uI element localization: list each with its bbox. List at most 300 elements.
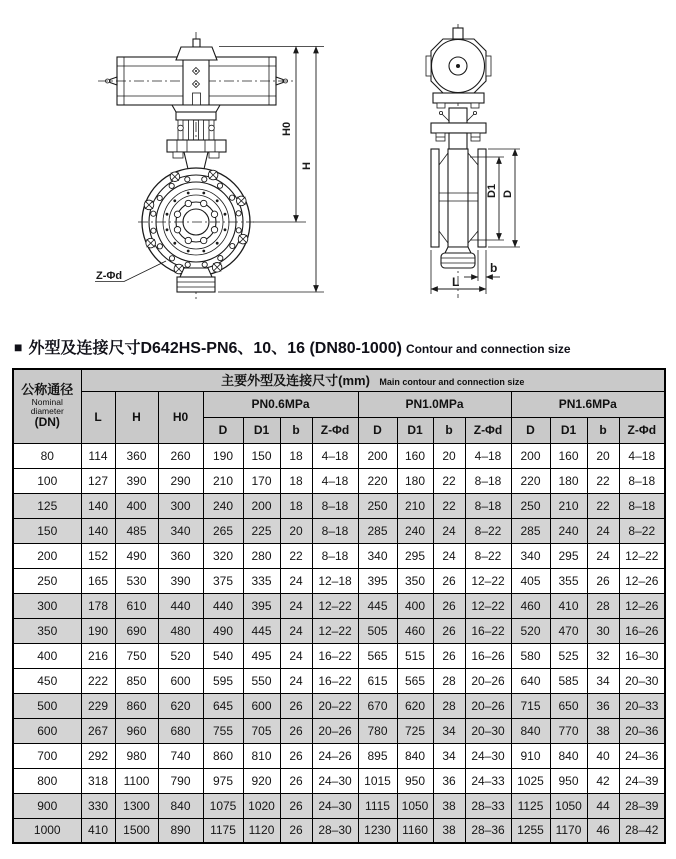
cell-value: 26 (280, 818, 312, 843)
cell-value: 405 (511, 568, 550, 593)
cell-value: 1050 (550, 793, 587, 818)
cell-dn: 400 (13, 643, 81, 668)
cell-value: 480 (158, 618, 203, 643)
dim-label-l: L (452, 275, 460, 289)
cell-value: 24–26 (312, 743, 358, 768)
cell-value: 28–33 (465, 793, 511, 818)
cell-dn: 900 (13, 793, 81, 818)
table-row (13, 443, 665, 468)
cell-value: 20–26 (465, 693, 511, 718)
cell-dn: 125 (13, 493, 81, 518)
header-pn16-d: D (511, 417, 550, 443)
dimensions-table-body (13, 443, 665, 843)
dimensions-table (12, 368, 666, 844)
cell-value: 220 (358, 468, 397, 493)
cell-value: 34 (433, 718, 465, 743)
cell-value: 152 (81, 543, 115, 568)
cell-value: 12–22 (619, 543, 665, 568)
cell-value: 4–18 (465, 443, 511, 468)
cell-value: 490 (115, 543, 158, 568)
cell-value: 20–30 (465, 718, 511, 743)
cell-value: 8–22 (465, 518, 511, 543)
cell-value: 485 (115, 518, 158, 543)
cell-value: 8–18 (465, 468, 511, 493)
table-row (13, 643, 665, 668)
dim-label-h: H (301, 162, 313, 170)
cell-value: 290 (158, 468, 203, 493)
header-col-l: L (81, 391, 115, 443)
header-pn16-zd: Z-Φd (619, 417, 665, 443)
cell-value: 395 (243, 593, 280, 618)
cell-value: 18 (280, 443, 312, 468)
dim-label-z-phi-d: Z-Φd (96, 270, 123, 282)
cell-value: 20–26 (312, 718, 358, 743)
cell-value: 210 (550, 493, 587, 518)
cell-value: 28–39 (619, 793, 665, 818)
cell-value: 8–18 (312, 518, 358, 543)
cell-value: 1160 (397, 818, 433, 843)
cell-value: 950 (397, 768, 433, 793)
cell-value: 260 (158, 443, 203, 468)
cell-dn: 150 (13, 518, 81, 543)
cell-value: 26 (433, 593, 465, 618)
cell-value: 24–30 (312, 768, 358, 793)
cell-value: 4–18 (619, 443, 665, 468)
cell-value: 680 (158, 718, 203, 743)
cell-value: 515 (397, 643, 433, 668)
cell-value: 28 (433, 668, 465, 693)
cell-value: 12–26 (619, 593, 665, 618)
cell-value: 320 (203, 543, 243, 568)
cell-value: 22 (433, 468, 465, 493)
valve-technical-drawing (0, 0, 676, 332)
cell-value: 220 (511, 468, 550, 493)
header-pn16-b: b (587, 417, 619, 443)
cell-value: 490 (203, 618, 243, 643)
header-pn10-d1: D1 (397, 417, 433, 443)
table-row (13, 493, 665, 518)
cell-value: 210 (397, 493, 433, 518)
cell-value: 250 (511, 493, 550, 518)
cell-value: 26 (587, 568, 619, 593)
cell-value: 114 (81, 443, 115, 468)
cell-value: 44 (587, 793, 619, 818)
header-main-dimensions (81, 369, 665, 391)
cell-value: 520 (511, 618, 550, 643)
dim-label-d1: D1 (486, 183, 498, 198)
cell-value: 440 (158, 593, 203, 618)
cell-value: 140 (81, 518, 115, 543)
cell-value: 24 (433, 518, 465, 543)
dim-label-h0: H0 (281, 121, 293, 136)
cell-value: 20–30 (619, 668, 665, 693)
cell-value: 200 (358, 443, 397, 468)
cell-value: 16–22 (312, 643, 358, 668)
cell-value: 8–18 (465, 493, 511, 518)
header-pn10-zd: Z-Φd (465, 417, 511, 443)
cell-value: 335 (243, 568, 280, 593)
cell-value: 1300 (115, 793, 158, 818)
cell-value: 390 (158, 568, 203, 593)
cell-value: 495 (243, 643, 280, 668)
cell-value: 620 (397, 693, 433, 718)
cell-value: 24 (280, 593, 312, 618)
table-row (13, 718, 665, 743)
cell-value: 229 (81, 693, 115, 718)
cell-value: 350 (397, 568, 433, 593)
cell-value: 525 (550, 643, 587, 668)
cell-value: 360 (115, 443, 158, 468)
cell-value: 330 (81, 793, 115, 818)
cell-value: 530 (115, 568, 158, 593)
cell-value: 12–22 (312, 618, 358, 643)
table-row (13, 593, 665, 618)
cell-value: 16–30 (619, 643, 665, 668)
cell-value: 470 (550, 618, 587, 643)
cell-value: 1125 (511, 793, 550, 818)
cell-value: 580 (511, 643, 550, 668)
cell-value: 705 (243, 718, 280, 743)
cell-value: 28 (433, 693, 465, 718)
cell-value: 840 (550, 743, 587, 768)
header-pn06-zd: Z-Φd (312, 417, 358, 443)
cell-value: 1020 (243, 793, 280, 818)
cell-value: 20–22 (312, 693, 358, 718)
cell-value: 20–33 (619, 693, 665, 718)
table-row (13, 793, 665, 818)
dim-label-d: D (502, 190, 514, 198)
cell-value: 165 (81, 568, 115, 593)
table-row (13, 468, 665, 493)
cell-value: 26 (433, 568, 465, 593)
cell-dn: 100 (13, 468, 81, 493)
cell-value: 18 (280, 493, 312, 518)
cell-value: 26 (433, 643, 465, 668)
table-row (13, 818, 665, 843)
cell-dn: 80 (13, 443, 81, 468)
cell-value: 180 (397, 468, 433, 493)
cell-value: 36 (433, 768, 465, 793)
cell-value: 790 (158, 768, 203, 793)
cell-value: 34 (587, 668, 619, 693)
table-row (13, 543, 665, 568)
cell-value: 26 (280, 793, 312, 818)
cell-value: 715 (511, 693, 550, 718)
header-nominal-diameter (13, 369, 81, 443)
cell-value: 950 (550, 768, 587, 793)
cell-value: 240 (550, 518, 587, 543)
cell-value: 645 (203, 693, 243, 718)
cell-value: 285 (358, 518, 397, 543)
cell-value: 18 (280, 468, 312, 493)
cell-value: 540 (203, 643, 243, 668)
cell-value: 1050 (397, 793, 433, 818)
cell-value: 650 (550, 693, 587, 718)
cell-dn: 600 (13, 718, 81, 743)
cell-value: 22 (587, 493, 619, 518)
cell-value: 565 (397, 668, 433, 693)
cell-value: 190 (203, 443, 243, 468)
cell-value: 42 (587, 768, 619, 793)
header-pn06-b: b (280, 417, 312, 443)
cell-value: 240 (203, 493, 243, 518)
cell-value: 26 (433, 618, 465, 643)
header-pn10-b: b (433, 417, 465, 443)
cell-dn: 1000 (13, 818, 81, 843)
cell-dn: 800 (13, 768, 81, 793)
cell-value: 140 (81, 493, 115, 518)
cell-value: 8–18 (619, 468, 665, 493)
header-pn16-d1: D1 (550, 417, 587, 443)
cell-value: 12–22 (465, 593, 511, 618)
cell-value: 250 (358, 493, 397, 518)
cell-value: 267 (81, 718, 115, 743)
cell-value: 1175 (203, 818, 243, 843)
cell-value: 38 (433, 793, 465, 818)
cell-value: 1115 (358, 793, 397, 818)
cell-value: 620 (158, 693, 203, 718)
cell-value: 265 (203, 518, 243, 543)
cell-value: 1255 (511, 818, 550, 843)
cell-value: 355 (550, 568, 587, 593)
cell-value: 360 (158, 543, 203, 568)
cell-value: 22 (280, 543, 312, 568)
table-row (13, 768, 665, 793)
cell-value: 395 (358, 568, 397, 593)
cell-value: 8–22 (619, 518, 665, 543)
title-english: Contour and connection size (405, 342, 571, 356)
front-view-drawing (95, 32, 324, 300)
header-dn-english: Nominal diameter (30, 396, 64, 416)
cell-value: 840 (158, 793, 203, 818)
section-title (14, 335, 571, 358)
cell-value: 340 (511, 543, 550, 568)
cell-value: 24–30 (312, 793, 358, 818)
title-bullet-icon: ■ (14, 339, 23, 355)
cell-value: 28–30 (312, 818, 358, 843)
cell-value: 460 (397, 618, 433, 643)
table-row (13, 618, 665, 643)
header-dn-unit: (DN) (34, 415, 60, 430)
header-main-chinese: 主要外型及连接尺寸(mm) (221, 373, 370, 389)
cell-dn: 700 (13, 743, 81, 768)
cell-dn: 200 (13, 543, 81, 568)
cell-value: 295 (397, 543, 433, 568)
cell-value: 22 (433, 493, 465, 518)
header-group-pn16: PN1.6MPa (511, 391, 665, 417)
cell-value: 292 (81, 743, 115, 768)
cell-value: 28–42 (619, 818, 665, 843)
cell-value: 16–22 (312, 668, 358, 693)
cell-value: 565 (358, 643, 397, 668)
cell-value: 740 (158, 743, 203, 768)
cell-value: 340 (158, 518, 203, 543)
cell-value: 16–26 (465, 643, 511, 668)
cell-value: 200 (511, 443, 550, 468)
cell-value: 505 (358, 618, 397, 643)
cell-value: 12–18 (312, 568, 358, 593)
cell-value: 725 (397, 718, 433, 743)
cell-value: 26 (280, 693, 312, 718)
header-pn06-d1: D1 (243, 417, 280, 443)
cell-value: 216 (81, 643, 115, 668)
cell-value: 40 (587, 743, 619, 768)
cell-dn: 450 (13, 668, 81, 693)
cell-value: 22 (587, 468, 619, 493)
cell-value: 24 (587, 518, 619, 543)
cell-value: 38 (433, 818, 465, 843)
cell-value: 400 (397, 593, 433, 618)
cell-value: 8–18 (619, 493, 665, 518)
cell-value: 20 (433, 443, 465, 468)
cell-value: 20–36 (619, 718, 665, 743)
cell-value: 20–26 (465, 668, 511, 693)
cell-dn: 500 (13, 693, 81, 718)
table-row (13, 518, 665, 543)
cell-value: 1230 (358, 818, 397, 843)
cell-value: 550 (243, 668, 280, 693)
cell-value: 840 (397, 743, 433, 768)
header-pn06-d: D (203, 417, 243, 443)
cell-value: 615 (358, 668, 397, 693)
cell-value: 520 (158, 643, 203, 668)
cell-value: 16–22 (465, 618, 511, 643)
cell-value: 32 (587, 643, 619, 668)
cell-value: 610 (115, 593, 158, 618)
cell-value: 600 (243, 693, 280, 718)
cell-value: 30 (587, 618, 619, 643)
cell-value: 445 (358, 593, 397, 618)
cell-value: 12–22 (465, 568, 511, 593)
cell-value: 850 (115, 668, 158, 693)
cell-value: 780 (358, 718, 397, 743)
cell-dn: 300 (13, 593, 81, 618)
cell-value: 24–36 (619, 743, 665, 768)
cell-value: 26 (280, 768, 312, 793)
table-row (13, 568, 665, 593)
cell-dn: 250 (13, 568, 81, 593)
cell-value: 595 (203, 668, 243, 693)
cell-value: 24 (280, 618, 312, 643)
cell-value: 28–36 (465, 818, 511, 843)
cell-value: 375 (203, 568, 243, 593)
cell-value: 34 (433, 743, 465, 768)
cell-value: 180 (550, 468, 587, 493)
cell-value: 8–22 (465, 543, 511, 568)
cell-value: 24 (433, 543, 465, 568)
cell-value: 750 (115, 643, 158, 668)
cell-value: 1075 (203, 793, 243, 818)
cell-value: 8–18 (312, 493, 358, 518)
cell-value: 24 (280, 568, 312, 593)
cell-value: 36 (587, 693, 619, 718)
cell-value: 38 (587, 718, 619, 743)
cell-value: 410 (81, 818, 115, 843)
cell-value: 280 (243, 543, 280, 568)
cell-value: 24 (587, 543, 619, 568)
cell-value: 440 (203, 593, 243, 618)
table-row (13, 668, 665, 693)
cell-value: 12–22 (312, 593, 358, 618)
cell-value: 285 (511, 518, 550, 543)
cell-value: 26 (280, 718, 312, 743)
side-view-drawing (426, 24, 520, 298)
cell-dn: 350 (13, 618, 81, 643)
cell-value: 410 (550, 593, 587, 618)
cell-value: 24–39 (619, 768, 665, 793)
cell-value: 1170 (550, 818, 587, 843)
cell-value: 150 (243, 443, 280, 468)
cell-value: 670 (358, 693, 397, 718)
dim-label-b: b (490, 261, 498, 275)
cell-value: 920 (243, 768, 280, 793)
cell-value: 24 (280, 668, 312, 693)
header-main-english: Main contour and connection size (379, 377, 525, 388)
header-pn10-d: D (358, 417, 397, 443)
cell-value: 1500 (115, 818, 158, 843)
title-chinese: 外型及连接尺寸D642HS-PN6、10、16 (DN80-1000) (28, 340, 402, 357)
cell-value: 200 (243, 493, 280, 518)
cell-value: 20 (587, 443, 619, 468)
cell-value: 46 (587, 818, 619, 843)
cell-value: 160 (397, 443, 433, 468)
cell-value: 160 (550, 443, 587, 468)
dimensions-table-container (12, 368, 666, 844)
cell-value: 585 (550, 668, 587, 693)
header-col-h: H (115, 391, 158, 443)
cell-value: 755 (203, 718, 243, 743)
cell-value: 28 (587, 593, 619, 618)
table-row (13, 693, 665, 718)
cell-value: 318 (81, 768, 115, 793)
cell-value: 980 (115, 743, 158, 768)
cell-value: 225 (243, 518, 280, 543)
cell-value: 840 (511, 718, 550, 743)
cell-value: 400 (115, 493, 158, 518)
cell-value: 178 (81, 593, 115, 618)
cell-value: 8–18 (312, 543, 358, 568)
cell-value: 640 (511, 668, 550, 693)
cell-value: 1100 (115, 768, 158, 793)
cell-value: 170 (243, 468, 280, 493)
cell-value: 210 (203, 468, 243, 493)
header-group-pn06: PN0.6MPa (203, 391, 358, 417)
cell-value: 960 (115, 718, 158, 743)
cell-value: 24 (280, 643, 312, 668)
cell-value: 295 (550, 543, 587, 568)
cell-value: 1025 (511, 768, 550, 793)
cell-value: 860 (203, 743, 243, 768)
cell-value: 24–30 (465, 743, 511, 768)
cell-value: 860 (115, 693, 158, 718)
cell-value: 20 (280, 518, 312, 543)
cell-value: 127 (81, 468, 115, 493)
cell-value: 460 (511, 593, 550, 618)
cell-value: 222 (81, 668, 115, 693)
cell-value: 910 (511, 743, 550, 768)
cell-value: 1015 (358, 768, 397, 793)
cell-value: 4–18 (312, 443, 358, 468)
cell-value: 16–26 (619, 618, 665, 643)
header-group-pn10: PN1.0MPa (358, 391, 511, 417)
cell-value: 4–18 (312, 468, 358, 493)
cell-value: 690 (115, 618, 158, 643)
cell-value: 26 (280, 743, 312, 768)
cell-value: 890 (158, 818, 203, 843)
valve-drawing-svg (0, 0, 676, 332)
header-dn-chinese: 公称通径 (21, 381, 74, 397)
table-row (13, 743, 665, 768)
